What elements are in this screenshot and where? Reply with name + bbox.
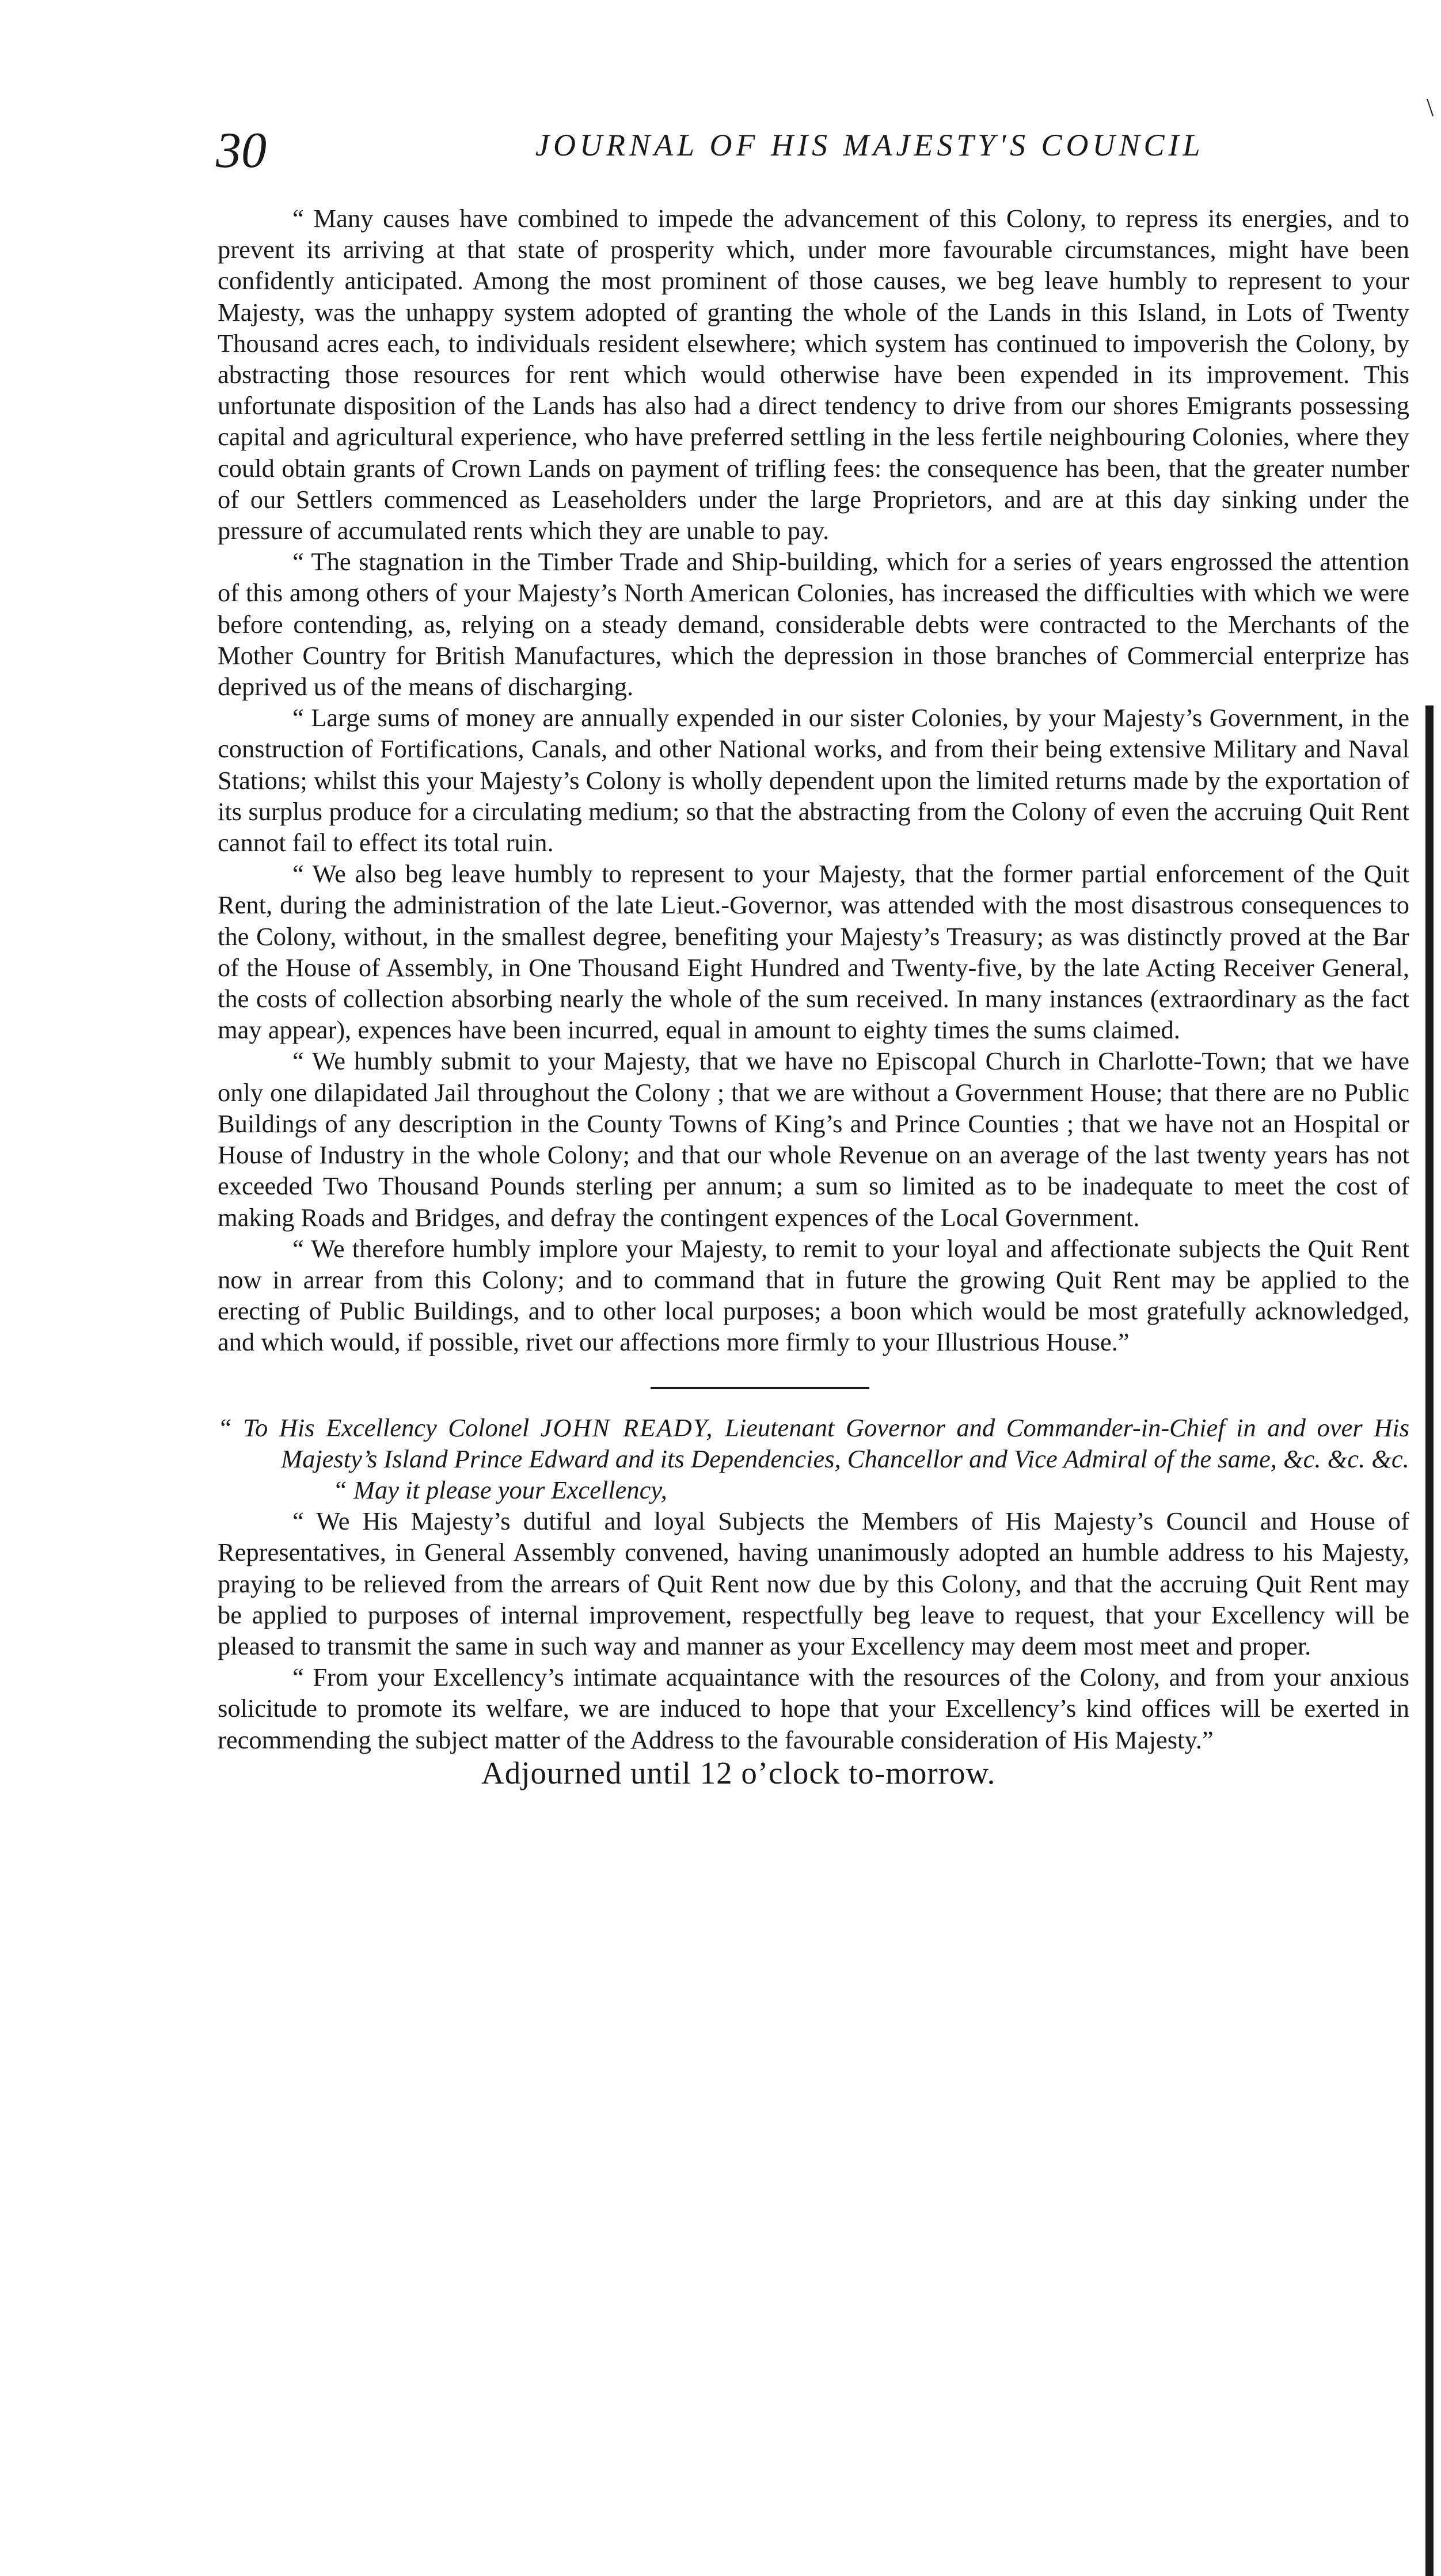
paragraph-timber-trade: “ The stagnation in the Timber Trade and Ship-building, which for a series of years engrossed the attention of this among others of your Majesty’s North American Colonies, has increased the difficulties with which we were before contending, as, relying on a steady demand, considerable debts were contracted to the Merchants of the Mother Country for British Manufactures, which the depression in those branches of Commercial enterprize has deprived us of the means of discharging.: [218, 547, 1409, 701]
paragraph-causes: “ Many causes have combined to impede the advancement of this Colony, to repress its energies, and to prevent its arriving at that state of prosperity which, under more favourable circumstances, might have been confidently anticipated. Among the most prominent of those causes, we beg leave humbly to represent to your Majesty, was the unhappy system adopted of granting the whole of the Lands in this Island, in Lots of Twenty Thousand acres each, to individuals resident elsewhere; which system has continued to impoverish the Colony, by abstracting those resources for rent which would otherwise have been expended in its improvement. This unfortunate disposition of the Lands has also had a direct tendency to drive from our shores Emigrants possessing capital and agricultural experience, who have preferred settling in the less fertile neighbouring Colonies, where they could obtain grants of Crown Lands on payment of trifling fees: the consequence has been, that the greater number of our Settlers commenced as Leaseholders under the large Proprietors, and are at this day sinking under the pressure of accumulated rents which they are unable to pay.: [218, 204, 1409, 545]
heading-titles: Lieutenant Governor and Commander-in-Chief in and over His Majesty’s Island Prince Edward and its Dependencies, Chancellor and Vice Admiral of the same, &c. &c. &c.: [281, 1413, 1410, 1473]
paragraph-governor-request: “ We His Majesty’s dutiful and loyal Subjects the Members of His Majesty’s Council and House of Representatives, in General Assembly convened, having unanimously adopted an humble address to his Majesty, praying to be relieved from the arrears of Quit Rent now due by this Colony, and that the accruing Quit Rent may be applied to purposes of internal improvement, respectfully beg leave to request, that your Excellency will be pleased to transmit the same in such way and manner as your Excellency may deem most meet and proper.: [218, 1507, 1409, 1660]
heading-lead: “ To His Excellency Colonel: [218, 1413, 530, 1442]
paragraph-sister-colonies: “ Large sums of money are annually expended in our sister Colonies, by your Majesty’s Government, in the construction of Fortifications, Canals, and other National works, and from their being extensive Military and Naval Stations; whilst this your Majesty’s Colony is wholly dependent upon the limited returns made by the exportation of its surplus produce for a circulating medium; so that the abstracting from the Colony of even the accruing Quit Rent cannot fail to effect its total ruin.: [218, 703, 1409, 858]
page-body: [218, 203, 1409, 1791]
margin-mark: \: [1427, 93, 1434, 122]
paragraph-quit-rent-enforcement: “ We also beg leave humbly to represent to your Majesty, that the former partial enforcement of the Quit Rent, during the administration of the late Lieut.-Governor, was attended with the most disastrous consequences to the Colony, without, in the smallest degree, benefiting your Majesty’s Treasury; as was distinctly proved at the Bar of the House of Assembly, in One Thousand Eight Hundred and Twenty-five, by the late Acting Receiver General, the costs of collection absorbing nearly the whole of the sum received. In many instances (extraordinary as the fact may appear), expences have been incurred, equal in amount to eighty times the sums claimed.: [218, 859, 1409, 1045]
paragraph-governor-hope: “ From your Excellency’s intimate acquaintance with the resources of the Colony, and from your anxious solicitude to promote its welfare, we are induced to hope that your Excellency’s kind offices will be exerted in recommending the subject matter of the Address to the favourable consideration of His Majesty.”: [218, 1663, 1409, 1754]
governor-address-heading: [218, 1412, 1409, 1474]
adjournment-line: Adjourned until 12 o’clock to-morrow.: [481, 1755, 996, 1790]
paragraph-petition: “ We therefore humbly implore your Majesty, to remit to your loyal and affectionate subjects the Quit Rent now in arrear from this Colony; and to command that in future the growing Quit Rent may be applied to the erecting of Public Buildings, and to other local purposes; a boon which would be most gratefully acknowledged, and which would, if possible, rivet our affections more firmly to your Illustrious House.”: [218, 1234, 1409, 1357]
paragraph-public-buildings: “ We humbly submit to your Majesty, that we have no Episcopal Church in Charlotte-Town; that we have only one dilapidated Jail throughout the Colony ; that we are without a Government House; that there are no Public Buildings of any description in the County Towns of King’s and Prince Counties ; that we have not an Hospital or House of Industry in the whole Colony; and that our whole Revenue on an average of the last twenty years has not exceeded Two Thousand Pounds sterling per annum; a sum so limited as to be inadequate to meet the cost of making Roads and Bridges, and defray the contingent expences of the Local Government.: [218, 1046, 1409, 1232]
binding-edge-shadow: [1425, 705, 1434, 2576]
governor-name: JOHN READY,: [540, 1413, 714, 1442]
salutation: “ May it please your Excellency,: [333, 1475, 667, 1504]
section-divider: [651, 1387, 869, 1389]
page-number: 30: [216, 123, 267, 179]
running-head: JOURNAL OF HIS MAJESTY'S COUNCIL: [535, 128, 1204, 162]
